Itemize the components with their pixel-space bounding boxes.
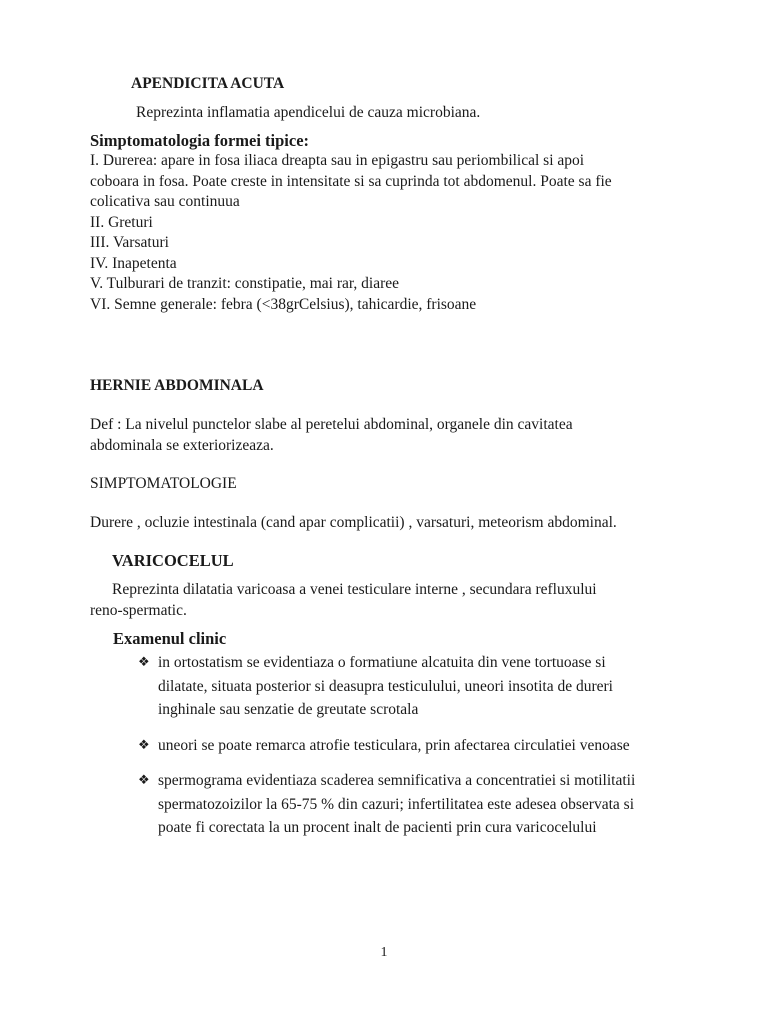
bullet-line: poate fi corectata la un procent inalt de pacienti prin cura varicocelului — [158, 819, 597, 836]
varicocel-definition — [90, 580, 710, 621]
definition-line: Def : La nivelul punctelor slabe al peretelui abdominal, organele din cavitatea — [90, 416, 573, 433]
definition-line: abdominala se exteriorizeaza. — [90, 436, 274, 454]
symptom-line: I. Durerea: apare in fosa iliaca dreapta sau in epigastru sau periombilical si apoi — [90, 152, 585, 169]
hernie-simptomatologie-title: SIMPTOMATOLOGIE — [90, 475, 237, 492]
varicocel-exam-list — [138, 651, 718, 840]
list-item — [138, 734, 718, 758]
definition-line: reno-spermatic. — [90, 601, 187, 619]
section-title-hernie: HERNIE ABDOMINALA — [90, 377, 264, 394]
list-item — [138, 769, 718, 840]
diamond-bullet-icon: ❖ — [138, 655, 150, 670]
diamond-bullet-icon: ❖ — [138, 737, 150, 753]
page-number: 1 — [380, 945, 388, 960]
bullet-line: spermatozoizilor la 65-75 % din cazuri; infertilitatea este adesea observata si — [158, 795, 634, 813]
bullet-line: uneori se poate remarca atrofie testiculara, prin afectarea circulatiei venoase — [158, 736, 630, 754]
bullet-line: in ortostatism se evidentiaza o formatiune alcatuita din vene tortuoase si — [158, 654, 606, 671]
symptom-line: IV. Inapetenta — [90, 254, 177, 272]
apendicita-symptom-list — [90, 151, 710, 315]
symptom-line: VI. Semne generale: febra (<38grCelsius), tahicardie, frisoane — [90, 295, 477, 313]
varicocel-exam-title: Examenul clinic — [113, 629, 227, 648]
section-title-varicocel: VARICOCELUL — [112, 551, 234, 570]
apendicita-subtitle: Simptomatologia formei tipice: — [90, 131, 310, 150]
symptom-line: II. Greturi — [90, 213, 153, 231]
hernie-simptomatologie-text: Durere , ocluzie intestinala (cand apar complicatii) , varsaturi, meteorism abdominal. — [90, 514, 617, 531]
section-title-apendicita: APENDICITA ACUTA — [131, 75, 285, 92]
symptom-line: coboara in fosa. Poate creste in intensitate si sa cuprinda tot abdomenul. Poate sa fie — [90, 172, 612, 190]
list-item — [138, 651, 718, 722]
bullet-line: inghinale sau senzatie de greutate scrotala — [158, 701, 419, 718]
symptom-line: V. Tulburari de tranzit: constipatie, mai rar, diaree — [90, 275, 400, 292]
bullet-line: spermograma evidentiaza scaderea semnificativa a concentratiei si motilitatii — [158, 772, 636, 789]
definition-line: Reprezinta dilatatia varicoasa a venei testiculare interne , secundara refluxului — [112, 581, 597, 598]
bullet-line: dilatate, situata posterior si deasupra testiculului, uneori insotita de dureri — [158, 677, 613, 695]
hernie-definition — [90, 415, 710, 456]
symptom-line: colicativa sau continuua — [90, 193, 240, 210]
diamond-bullet-icon: ❖ — [138, 773, 150, 788]
apendicita-definition: Reprezinta inflamatia apendicelui de cauza microbiana. — [136, 104, 481, 121]
symptom-line: III. Varsaturi — [90, 234, 169, 251]
